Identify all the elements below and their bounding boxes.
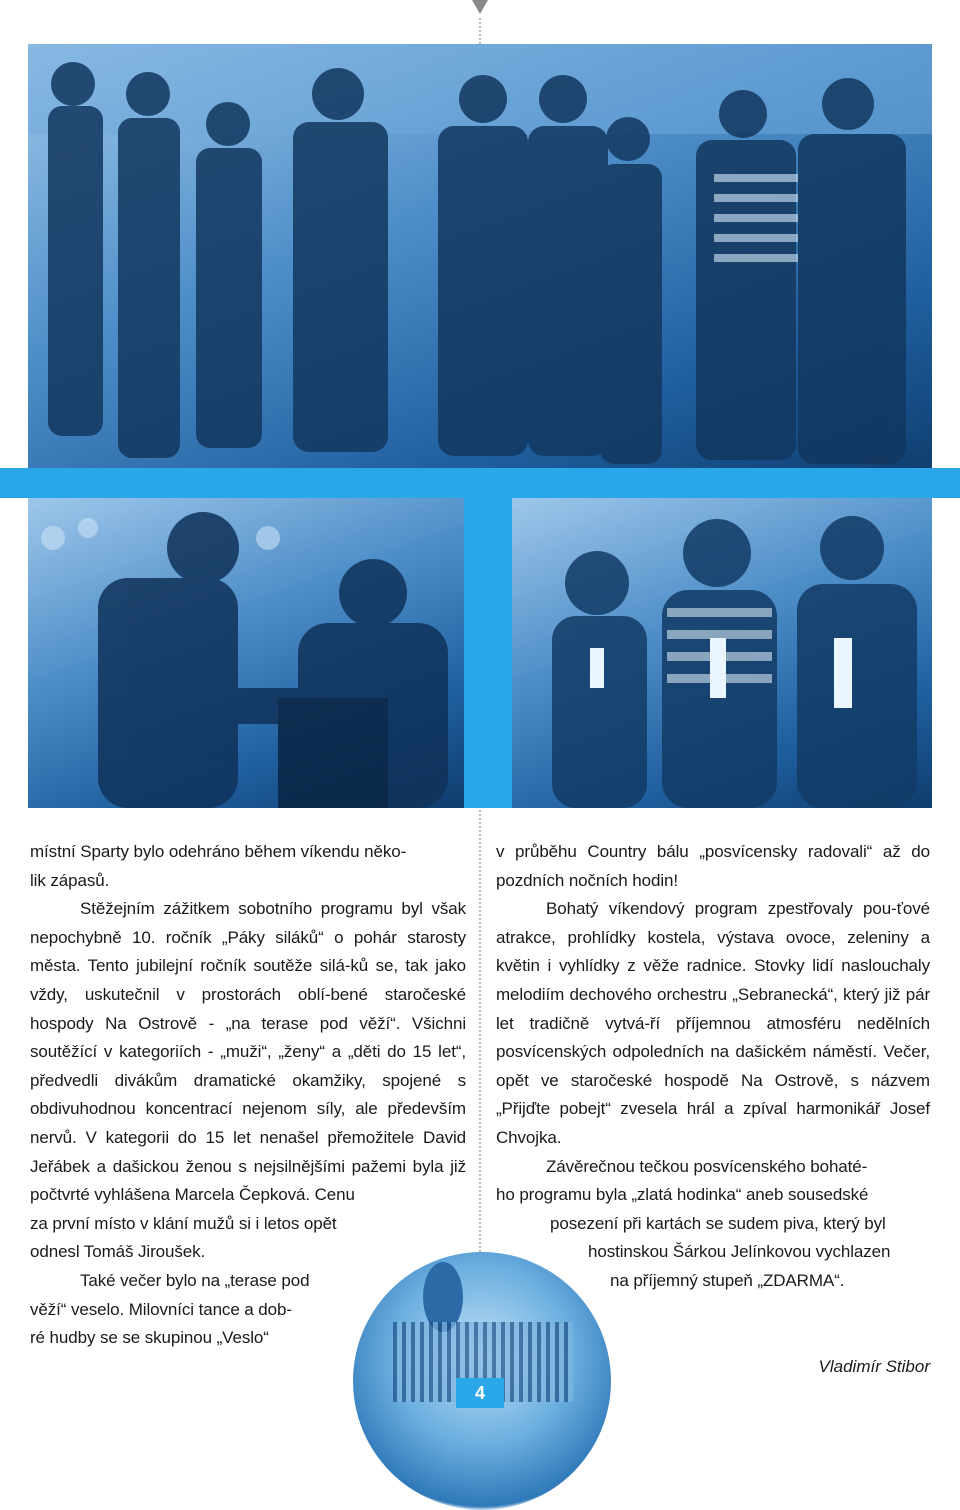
trophy-winners-photo <box>512 498 932 808</box>
left-paragraph-3: Také večer bylo na „terase pod věží“ veselo. Milovníci tance a dob- ré hudby se se skupinou „Veslo“ <box>30 1270 310 1348</box>
left-paragraph-2: Stěžejním zážitkem sobotního programu byl však nepochybně 10. ročník „Páky siláků“ o pohár starosty města. Tento jubilejní ročník soutěže silá-ků se, tak jako vždy, uskutečnil v prostorách oblí-bené staročeské hospody Na Ostrově - „na terase pod věží“. Všichni soutěžící v kategoriích - „muži“, „ženy“ a „děti do 15 let“, předvedli divákům dramatické okamžiky, spojené s obdivuhodnou koncentrací nejenom síly, ale především nervů. V kategorii do 15 let nenašel přemožitele David Jeřábek a dašickou ženou s nejsilnějšími pažemi byla již počtvrté vyhlášena Marcela Čepková. Cenu <box>30 899 466 1205</box>
trophy-winners-figures <box>512 498 932 808</box>
left-paragraph-2-tail: za první místo v klání mužů si i letos opět odnesl Tomáš Jiroušek. <box>30 1213 337 1262</box>
right-column <box>496 838 930 1296</box>
left-paragraph-1: místní Sparty bylo odehráno během víkendu něko- lik zápasů. <box>30 842 407 890</box>
top-arrow-icon <box>472 0 488 14</box>
group-photo-figures <box>28 44 932 484</box>
author-signature: Vladimír Stibor <box>818 1357 930 1376</box>
arm-wrestling-photo <box>28 498 464 808</box>
right-paragraph-2: Bohatý víkendový program zpestřovaly pou-ťové atrakce, prohlídky kostela, výstava ovoce, zeleniny a květin i vyhlídky z věže radnice. Stovky lidí naslouchaly melodiím dechového orchestru „Sebranecká“, který již pár let tradičně vytvá-ří příjemnou atmosféru nedělních posvícenských odpoledních na dašickém náměstí. Večer, opět ve staročeské hospodě Na Ostrově, s názvem „Přijďte pobejt“ zvesela hrál a zpíval harmonikář Josef Chvojka. <box>496 899 930 1147</box>
blue-cross-vertical <box>464 468 512 808</box>
arm-wrestling-figures <box>28 498 464 808</box>
group-photo <box>28 44 932 484</box>
right-paragraph-1: v průběhu Country bálu „posvícensky radovali“ až do pozdních nočních hodin! <box>496 842 930 890</box>
page-number: 4 <box>456 1378 504 1408</box>
left-column <box>30 838 466 1353</box>
right-paragraph-3: Závěrečnou tečkou posvícenského bohaté- ho programu byla „zlatá hodinka“ aneb sousedské posezení při kartách se sudem piva, který byl hostinskou Šárkou Jelínkovou vychlazen na příjemný stupeň „ZDARMA“. <box>496 1156 891 1290</box>
